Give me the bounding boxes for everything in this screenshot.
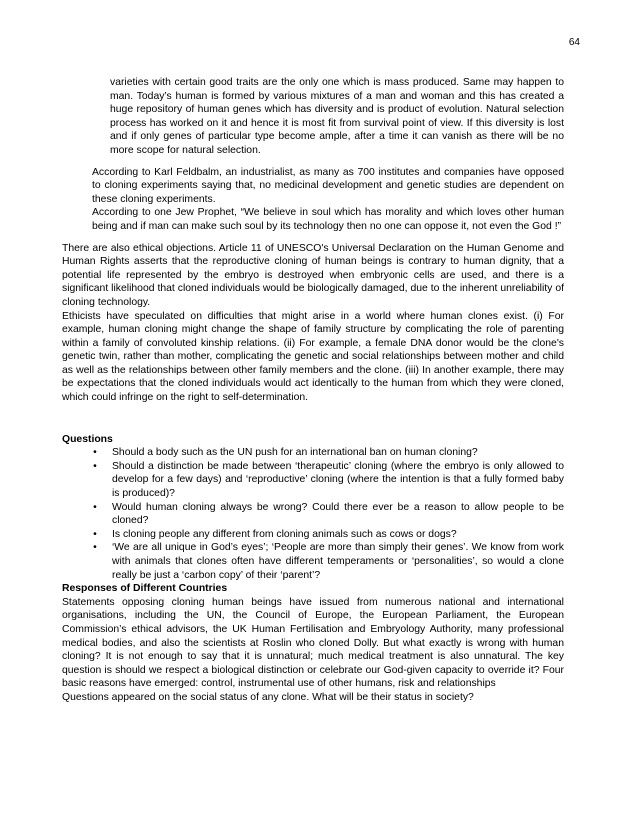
questions-heading: Questions <box>62 433 113 445</box>
paragraph-varieties: varieties with certain good traits are the only one which is mass produced. Same may happen to man. Today’s human is formed by various mixtures of a man and woman and this has created a huge repository of human genes which has diversity and is product of evolution. Natural selection process has worked on it and hence it is most fit from survival point of view. If this diversity is lost and if only genes of particular type become ample, after a time it can vanish as there will be no more scope for natural selection. <box>110 77 564 156</box>
paragraph-social-status: Questions appeared on the social status of any clone. What will be their status in society? <box>62 691 474 703</box>
question-text: Would human cloning always be wrong? Could there ever be a reason to allow people to be cloned? <box>112 501 564 527</box>
list-item <box>93 446 564 460</box>
question-text: Should a body such as the UN push for an international ban on human cloning? <box>112 447 478 459</box>
paragraph-ethicists: Ethicists have speculated on difficulties that might arise in a world where human clones exist. (i) For example, human cloning might change the shape of family structure by complicating the role of parenting within a family of convoluted kinship relations. (ii) For example, a female DNA donor would be the clone's genetic twin, rather than mother, complicating the genetic and social relationships between mother and child as well as the relationships between other family members and the clone. (iii) In another example, there may be expectations that the cloned individuals would act identically to the human from which they were cloned, which could infringe on the right to self-determination. <box>62 310 564 404</box>
question-text: Should a distinction be made between ‘therapeutic’ cloning (where the embryo is only allowed to develop for a few days) and ‘reproductive’ cloning (where the intention is that a fully formed baby is produced)? <box>112 460 564 500</box>
question-text: Is cloning people any different from cloning animals such as cows or dogs? <box>112 528 457 540</box>
bullet-icon: • <box>93 542 97 554</box>
bullet-icon: • <box>93 460 97 472</box>
page-number: 64 <box>568 37 580 48</box>
paragraph-ethical-objections: There are also ethical objections. Article 11 of UNESCO's Universal Declaration on the Human Genome and Human Rights asserts that the reproductive cloning of human beings is contrary to human dignity, that a potential life represented by the embryo is destroyed when embryonic cells are used, and there is a significant likelihood that cloned individuals would be biologically damaged, due to the inherent unreliability of cloning technology. <box>62 242 564 308</box>
questions-list <box>62 446 564 582</box>
bullet-icon: • <box>93 528 97 540</box>
list-item <box>93 541 564 582</box>
paragraph-jew-prophet: According to one Jew Prophet, “We believe in soul which has morality and which loves other human being and if man can make such soul by its technology then no one can oppose it, not even the God !” <box>92 207 564 232</box>
list-item <box>93 501 564 528</box>
paragraph-feldbalm: According to Karl Feldbalm, an industrialist, as many as 700 institutes and companies have opposed to cloning experiments saying that, no medicinal development and genetic studies are dependent on these cloning experiments. <box>92 166 564 205</box>
question-text: ‘We are all unique in God’s eyes’; ‘People are more than simply their genes’. We know from work with animals that clones often have different temperaments or ‘personalities’, so would a clone really be just a ‘carbon copy’ of their ‘parent’? <box>112 542 564 581</box>
responses-heading: Responses of Different Countries <box>62 583 228 595</box>
paragraph-statements-opposing: Statements opposing cloning human beings have issued from numerous national and international organisations, including the UN, the Council of Europe, the European Parliament, the European Commission’s ethical advisors, the UK Human Fertilisation and Embryology Authority, many professional medical bodies, and also the scientists at Roslin who cloned Dolly. But what exactly is wrong with human cloning? It is not enough to say that it is unnatural; much medical treatment is also unnatural. The key question is should we respect a biological distinction or celebrate our God-given capacity to override it? Four basic reasons have emerged: control, instrumental use of other humans, risk and relationships <box>62 596 564 690</box>
bullet-icon: • <box>93 447 97 459</box>
bullet-icon: • <box>93 501 97 513</box>
document-body <box>62 76 564 705</box>
list-item <box>93 460 564 501</box>
list-item <box>93 528 564 542</box>
